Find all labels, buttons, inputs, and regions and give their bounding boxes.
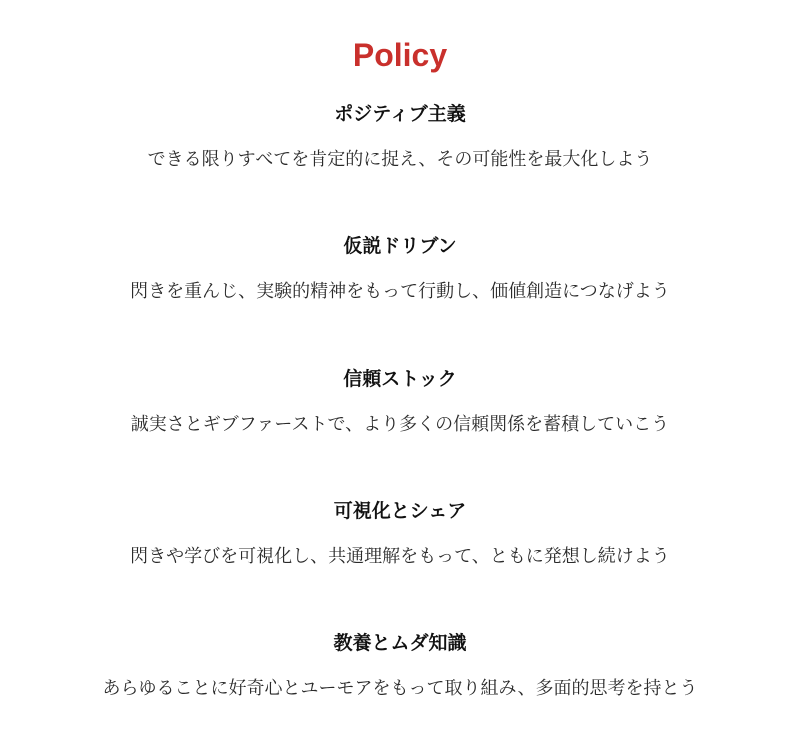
page-title: Policy [352,37,448,74]
policy-heading: 信頼ストック [343,368,457,390]
policy-item-hypothesis-driven [0,233,800,305]
policy-item-positive [0,101,800,173]
policy-heading: 仮説ドリブン [343,235,457,257]
policy-heading: 教養とムダ知識 [333,632,467,654]
policy-description: 誠実さとギブファーストで、より多くの信頼関係を蓄積していこう [130,414,670,435]
policy-description: 閃きを重んじ、実験的精神をもって行動し、価値創造につなげよう [130,281,670,302]
policy-description: 閃きや学びを可視化し、共通理解をもって、ともに発想し続けよう [130,546,670,567]
policy-description: できる限りすべてを肯定的に捉え、その可能性を最大化しよう [147,149,653,170]
policy-item-culture-and-trivia [0,630,800,702]
policy-heading: ポジティブ主義 [334,103,466,125]
policy-description: あらゆることに好奇心とユーモアをもって取り組み、多面的思考を持とう [102,678,698,699]
policy-heading: 可視化とシェア [333,500,467,522]
policy-item-trust-stock [0,366,800,438]
policy-item-visualize-and-share [0,498,800,570]
